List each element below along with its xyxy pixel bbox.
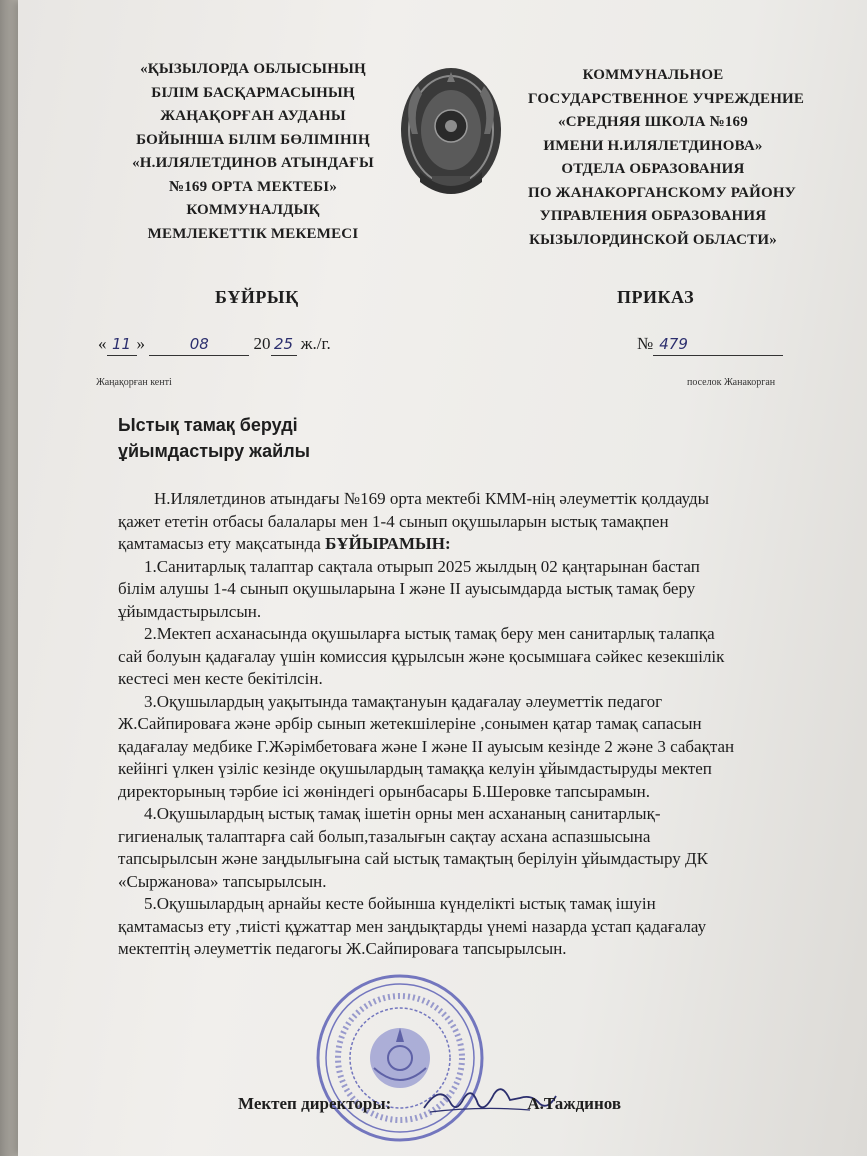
header-line: КОММУНАЛЬНОЕ: [582, 67, 724, 83]
order-number: [637, 334, 783, 356]
date-year-prefix: 20: [253, 334, 271, 353]
body-item: 5.Оқушылардың арнайы кесте бойынша күнделікті ыстық тамақ ішуін қамтамасыз ету ,тиісті құжаттар мен заңдықтарды үнемі назарда ұстап қадағалау мектептің әлеуметтік педагогы Ж.Сайпироваға тапсырылсын.: [118, 894, 707, 958]
header-russian: [528, 64, 805, 252]
header-line: «Н.ИЛЯЛЕТДИНОВ АТЫНДАҒЫ: [132, 155, 374, 171]
header-line: «СРЕДНЯЯ ШКОЛА №169: [558, 114, 748, 130]
header-line: КОММУНАЛДЫҚ: [186, 202, 320, 218]
date-suffix: ж./г.: [300, 334, 331, 353]
header-kazakh: [128, 58, 378, 246]
director-signature-line: [238, 1094, 621, 1114]
header-line: МЕМЛЕКЕТТІК МЕКЕМЕСІ: [147, 225, 359, 242]
order-title-russian: ПРИКАЗ: [617, 287, 695, 307]
place-kazakh: Жаңақорған кенті: [96, 377, 172, 388]
body-item: 4.Оқушылардың ыстық тамақ ішетін орны мен асхананың санитарлық-гигиеналық талаптарға сай болып,тазалығын сақтау асхана аспазшысына тапсырылсын және заңдылығына сай ыстық тамақтың берілуін ұйымдастыру ДК «Сыржанова» тапсырылсын.: [118, 804, 708, 891]
date-day: 11: [107, 335, 137, 356]
date-open-quote: «: [98, 334, 107, 353]
header-line: ИМЕНИ Н.ИЛЯЛЕТДИНОВА»: [543, 137, 763, 154]
order-date: [98, 334, 331, 356]
header-line: ГОСУДАРСТВЕННОЕ УЧРЕЖДЕНИЕ: [528, 90, 805, 107]
header-line: УПРАВЛЕНИЯ ОБРАЗОВАНИЯ: [539, 208, 767, 224]
number-prefix: №: [637, 334, 654, 353]
body-item: 2.Мектеп асханасында оқушыларға ыстық тамақ беру мен санитарлық талапқа сай болуын қадағалау үшін комиссия құрылсын және қосымшаға сәйкес кезекшілік кестесі мен кесте бекітілсін.: [118, 624, 725, 688]
date-year-suffix: 25: [271, 335, 297, 356]
header-line: №169 ОРТА МЕКТЕБІ»: [168, 178, 338, 195]
order-body: [118, 488, 738, 961]
body-lead-text: Н.Илялетдинов атындағы №169 орта мектебі КММ-нің әлеуметтік қолдауды қажет ететін отбасы балалары мен 1-4 сынып оқушыларын ыстық тамақпен қамтамасыз ету мақсатында: [118, 489, 710, 553]
subject-line: Ыстық тамақ беруді: [118, 415, 298, 435]
subject-line: ұйымдастыру жайлы: [118, 441, 311, 461]
header-line: БІЛІМ БАСҚАРМАСЫНЫҢ: [151, 84, 355, 101]
body-lead-bold: БҰЙЫРАМЫН:: [325, 534, 451, 553]
date-month: 08: [149, 335, 249, 356]
state-emblem-icon: [398, 64, 504, 206]
signature-name: А.Таждинов: [527, 1094, 622, 1113]
body-item: 3.Оқушылардың уақытында тамақтануын қадағалау әлеуметтік педагог Ж.Сайпироваға және әрбір сынып жетекшілеріне ,сонымен қатар тамақ сапасын қадағалау медбике Г.Жәрімбетоваға және I және II ауысым кезінде 2 және 3 сабақтан кейінгі үлкен үзіліс кезінде оқушылардың тамаққа келуін ұйымдастыруды мектеп директорының тәрбие ісі жөніндегі орынбасары Б.Шеровке тапсырамын.: [118, 691, 735, 801]
background-edge: [0, 0, 18, 1156]
header-line: «ҚЫЗЫЛОРДА ОБЛЫСЫНЫҢ: [140, 61, 366, 77]
header-line: БОЙЫНША БІЛІМ БӨЛІМІНІҢ: [136, 131, 370, 148]
header-line: ОТДЕЛА ОБРАЗОВАНИЯ: [561, 161, 745, 177]
date-close-quote: »: [136, 334, 145, 353]
header-line: КЫЗЫЛОРДИНСКОЙ ОБЛАСТИ»: [529, 231, 777, 248]
body-lead: [118, 488, 738, 556]
body-item: 1.Санитарлық талаптар сақтала отырып 2025 жылдың 02 қаңтарынан бастап білім алушы 1-4 сынып оқушыларына I және II ауысымдарда ыстық тамақ беру ұйымдастырылсын.: [118, 556, 700, 621]
order-title-kazakh: БҰЙРЫҚ: [215, 287, 299, 307]
order-subject: [118, 412, 310, 464]
header-line: ЖАҢАҚОРҒАН АУДАНЫ: [160, 108, 346, 124]
signature-title: Мектеп директоры:: [238, 1094, 392, 1113]
number-value: 479: [653, 335, 783, 356]
place-russian: поселок Жанакорган: [687, 377, 776, 388]
header-line: ПО ЖАНАКОРГАНСКОМУ РАЙОНУ: [528, 184, 796, 201]
